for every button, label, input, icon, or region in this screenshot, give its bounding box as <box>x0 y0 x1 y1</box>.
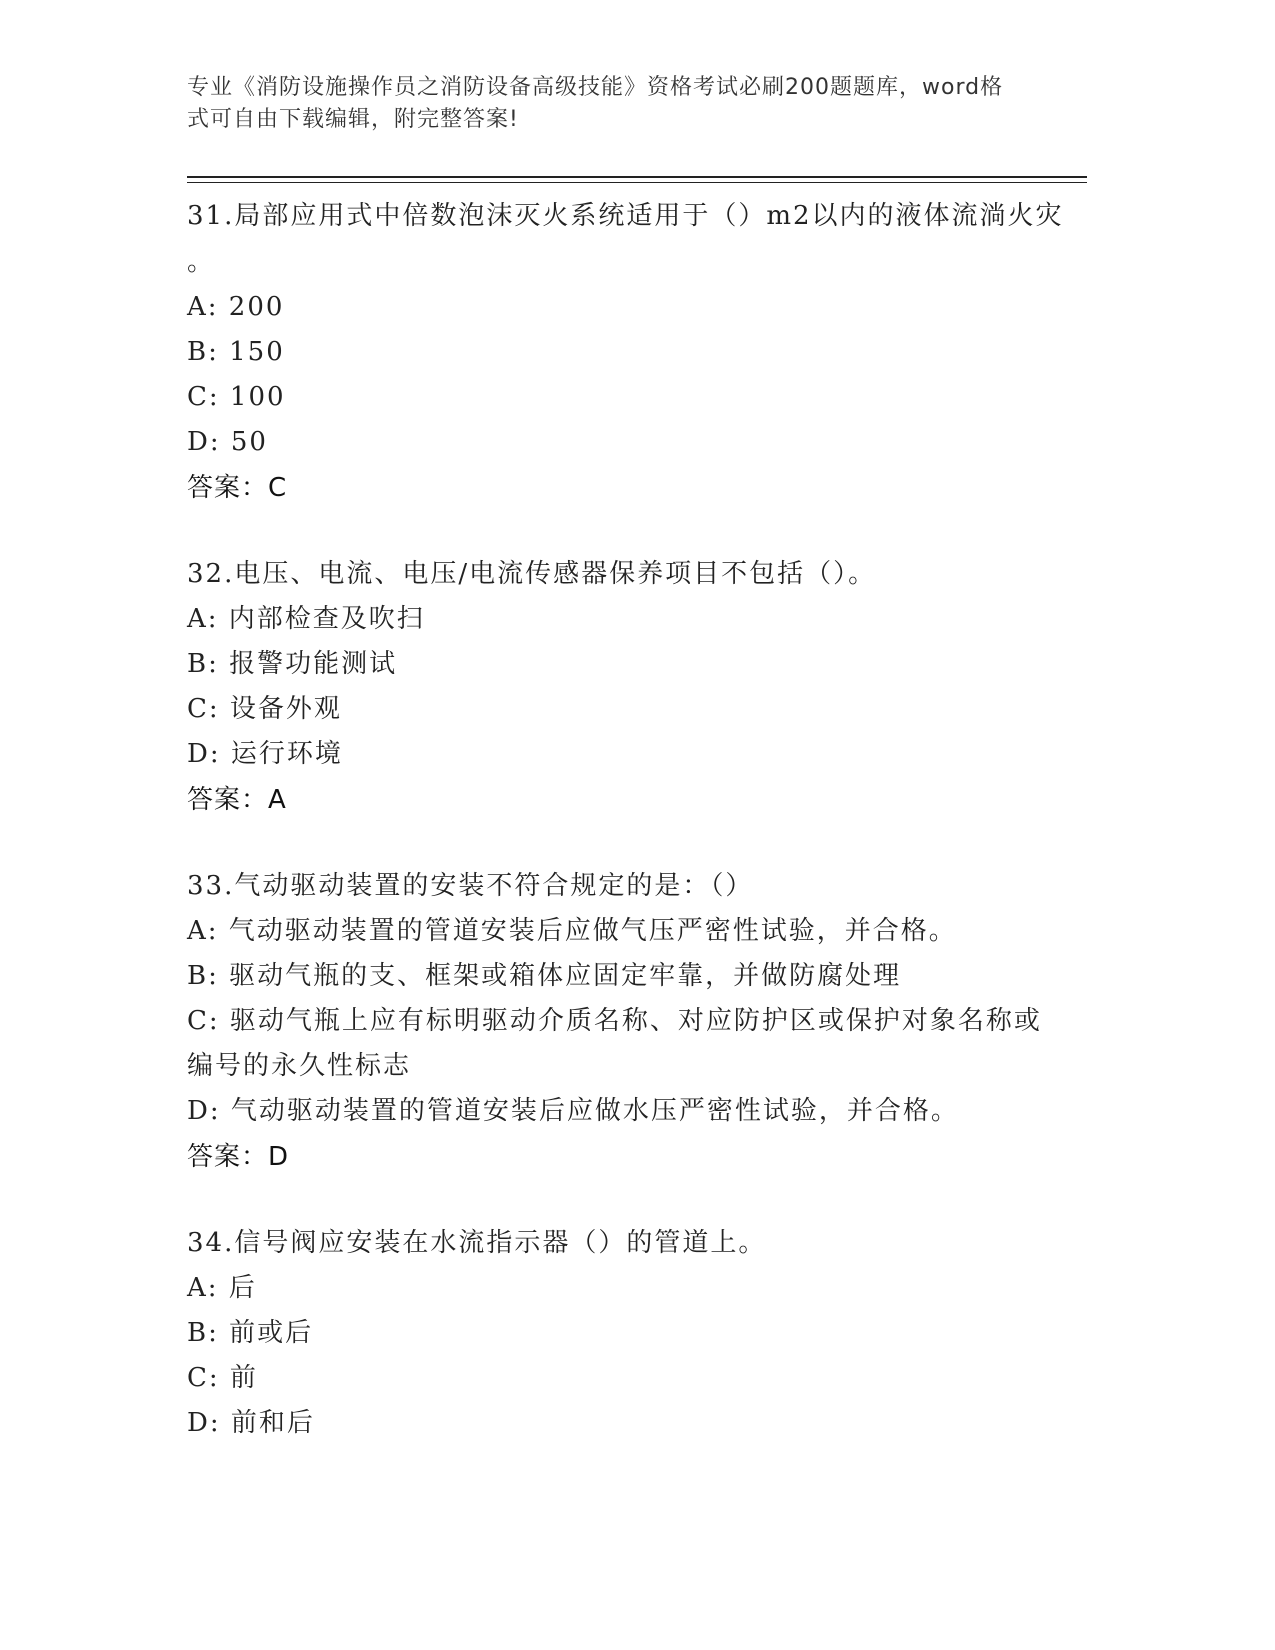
header-line-1: 专业《消防设施操作员之消防设备高级技能》资格考试必刷200题题库，word格 <box>187 75 1004 100</box>
question-31 <box>187 193 1087 511</box>
question-stem-line: 。 <box>187 247 216 277</box>
question-33 <box>187 863 1087 1180</box>
answer-line: 答案：C <box>187 473 288 503</box>
header-divider-thick <box>187 176 1087 178</box>
question-stem-line: 32.电压、电流、电压/电流传感器保养项目不包括（）。 <box>187 559 877 589</box>
option-c: C: 100 <box>187 382 286 412</box>
option-b: B: 前或后 <box>187 1318 314 1348</box>
option-a: A: 气动驱动装置的管道安装后应做气压严密性试验，并合格。 <box>187 916 957 946</box>
option-c-continuation: 编号的永久性标志 <box>187 1051 412 1081</box>
option-d: D: 50 <box>187 427 268 457</box>
question-32 <box>187 551 1087 823</box>
question-stem-line: 33.气动驱动装置的安装不符合规定的是：（） <box>187 871 754 901</box>
option-b: B: 驱动气瓶的支、框架或箱体应固定牢靠，并做防腐处理 <box>187 961 902 991</box>
header-divider-thin <box>187 182 1087 183</box>
document-page <box>187 72 1087 1446</box>
question-stem-line: 34.信号阀应安装在水流指示器（）的管道上。 <box>187 1228 767 1258</box>
option-c: C: 设备外观 <box>187 694 342 724</box>
question-stem <box>187 551 1087 597</box>
option-b: B: 报警功能测试 <box>187 649 398 679</box>
option-d: D: 气动驱动装置的管道安装后应做水压严密性试验，并合格。 <box>187 1096 959 1126</box>
document-header <box>187 72 1087 136</box>
question-34 <box>187 1220 1087 1446</box>
question-stem <box>187 1220 1087 1266</box>
option-c: C: 驱动气瓶上应有标明驱动介质名称、对应防护区或保护对象名称或 <box>187 1006 1042 1036</box>
option-c: C: 前 <box>187 1363 258 1393</box>
question-stem-line: 31.局部应用式中倍数泡沫灭火系统适用于（）m2以内的液体流淌火灾 <box>187 201 1064 231</box>
question-stem <box>187 863 1087 909</box>
option-d: D: 运行环境 <box>187 739 343 769</box>
answer-line: 答案：D <box>187 1142 290 1172</box>
option-d: D: 前和后 <box>187 1408 315 1438</box>
option-a: A: 内部检查及吹扫 <box>187 604 425 634</box>
answer-line: 答案：A <box>187 785 287 815</box>
header-line-2: 式可自由下载编辑，附完整答案! <box>187 107 519 132</box>
question-stem <box>187 193 1087 285</box>
option-a: A: 后 <box>187 1273 257 1303</box>
option-b: B: 150 <box>187 337 285 367</box>
option-a: A: 200 <box>187 292 285 322</box>
